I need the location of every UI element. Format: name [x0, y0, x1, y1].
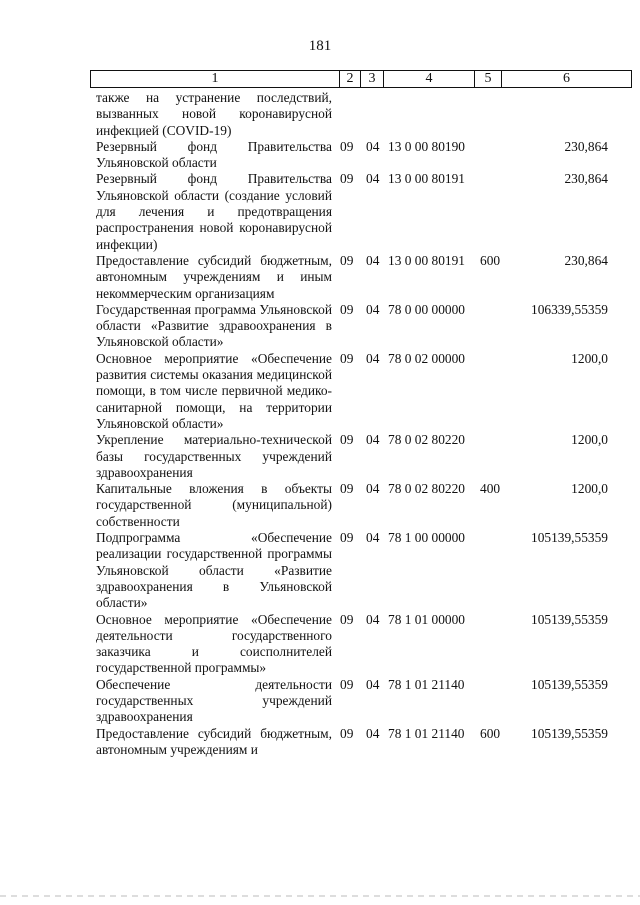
table-row: [96, 253, 636, 302]
row-section: 09: [340, 301, 354, 317]
row-expense-type: 400: [480, 481, 501, 497]
header-col-2: 2: [340, 71, 361, 87]
header-col-3: 3: [361, 71, 384, 87]
row-subsection: 04: [366, 481, 380, 497]
scan-edge-artifact: [0, 895, 640, 897]
row-target-code: 78 0 02 80220: [388, 432, 465, 448]
row-section: 09: [340, 432, 354, 448]
row-amount: 230,864: [564, 138, 608, 154]
row-amount: 105139,55359: [531, 725, 608, 741]
table-row: [96, 726, 636, 759]
row-target-code: 78 0 00 00000: [388, 301, 465, 317]
table-header: [90, 70, 632, 88]
row-name: Основное мероприятие «Обеспечение деятельности государственного заказчика и соисполнителей государственной программы»: [96, 611, 332, 676]
row-subsection: 04: [366, 350, 380, 366]
table-row: [96, 139, 636, 172]
row-name: Укрепление материально-технической базы государственных учреждений здравоохранения: [96, 432, 332, 480]
row-subsection: 04: [366, 530, 380, 546]
row-amount: 230,864: [564, 252, 608, 268]
row-section: 09: [340, 530, 354, 546]
row-target-code: 78 0 02 80220: [388, 481, 465, 497]
row-subsection: 04: [366, 301, 380, 317]
row-target-code: 78 1 01 21140: [388, 725, 465, 741]
row-name: Государственная программа Ульяновской области «Развитие здравоохранения в Ульяновской области»: [96, 301, 332, 350]
row-amount: 105139,55359: [531, 530, 608, 546]
row-name: Подпрограмма «Обеспечение реализации государственной программы Ульяновской области «Развитие здравоохранения в Ульяновской области»: [96, 530, 332, 611]
row-section: 09: [340, 725, 354, 741]
row-section: 09: [340, 252, 354, 268]
row-name: Капитальные вложения в объекты государственной (муниципальной) собственности: [96, 481, 332, 529]
row-amount: 105139,55359: [531, 611, 608, 627]
row-subsection: 04: [366, 676, 380, 692]
row-target-code: 78 0 02 00000: [388, 350, 465, 366]
row-amount: 106339,55359: [531, 301, 608, 317]
table-row: [96, 530, 636, 611]
row-name: Обеспечение деятельности государственных учреждений здравоохранения: [96, 676, 332, 725]
row-subsection: 04: [366, 611, 380, 627]
row-section: 09: [340, 481, 354, 497]
row-expense-type: 600: [480, 725, 501, 741]
row-name: Предоставление субсидий бюджетным, автономным учреждениям и: [96, 725, 332, 757]
table-row: [96, 481, 636, 530]
row-name: Резервный фонд Правительства Ульяновской области (создание условий для лечения и предотвращения распространения новой коронавирусной инфекции): [96, 171, 332, 252]
row-target-code: 78 1 01 21140: [388, 676, 465, 692]
table-row: [96, 612, 636, 677]
row-target-code: 78 1 01 00000: [388, 611, 465, 627]
row-subsection: 04: [366, 252, 380, 268]
row-section: 09: [340, 676, 354, 692]
row-amount: 1200,0: [571, 350, 608, 366]
row-name: также на устранение последствий, вызванных новой коронавирусной инфекцией (COVID-19): [96, 90, 332, 138]
table-row: [96, 171, 636, 252]
row-expense-type: 600: [480, 252, 501, 268]
row-section: 09: [340, 171, 354, 187]
header-col-4: 4: [384, 71, 475, 87]
row-amount: 105139,55359: [531, 676, 608, 692]
row-section: 09: [340, 138, 354, 154]
table-row: [96, 302, 636, 351]
row-subsection: 04: [366, 171, 380, 187]
row-target-code: 13 0 00 80190: [388, 138, 465, 154]
row-name: Резервный фонд Правительства Ульяновской области: [96, 138, 332, 171]
table-row: [96, 432, 636, 481]
row-name: Предоставление субсидий бюджетным, автономным учреждениям и иным некоммерческим организациям: [96, 252, 332, 301]
page-number: 181: [308, 38, 332, 54]
header-col-5: 5: [475, 71, 502, 87]
budget-table-body: [96, 90, 636, 758]
row-target-code: 13 0 00 80191: [388, 171, 465, 187]
row-subsection: 04: [366, 138, 380, 154]
table-row: [96, 90, 636, 139]
row-subsection: 04: [366, 432, 380, 448]
header-col-1: 1: [91, 71, 340, 87]
table-row: [96, 677, 636, 726]
row-amount: 1200,0: [571, 432, 608, 448]
row-amount: 230,864: [564, 171, 608, 187]
header-col-6: 6: [563, 71, 570, 86]
row-subsection: 04: [366, 725, 380, 741]
table-row: [96, 351, 636, 432]
row-section: 09: [340, 611, 354, 627]
row-amount: 1200,0: [571, 481, 608, 497]
row-target-code: 78 1 00 00000: [388, 530, 465, 546]
row-section: 09: [340, 350, 354, 366]
row-target-code: 13 0 00 80191: [388, 252, 465, 268]
row-name: Основное мероприятие «Обеспечение развития системы оказания медицинской помощи, в том числе первичной медико-санитарной помощи, на территории Ульяновской области»: [96, 350, 332, 431]
